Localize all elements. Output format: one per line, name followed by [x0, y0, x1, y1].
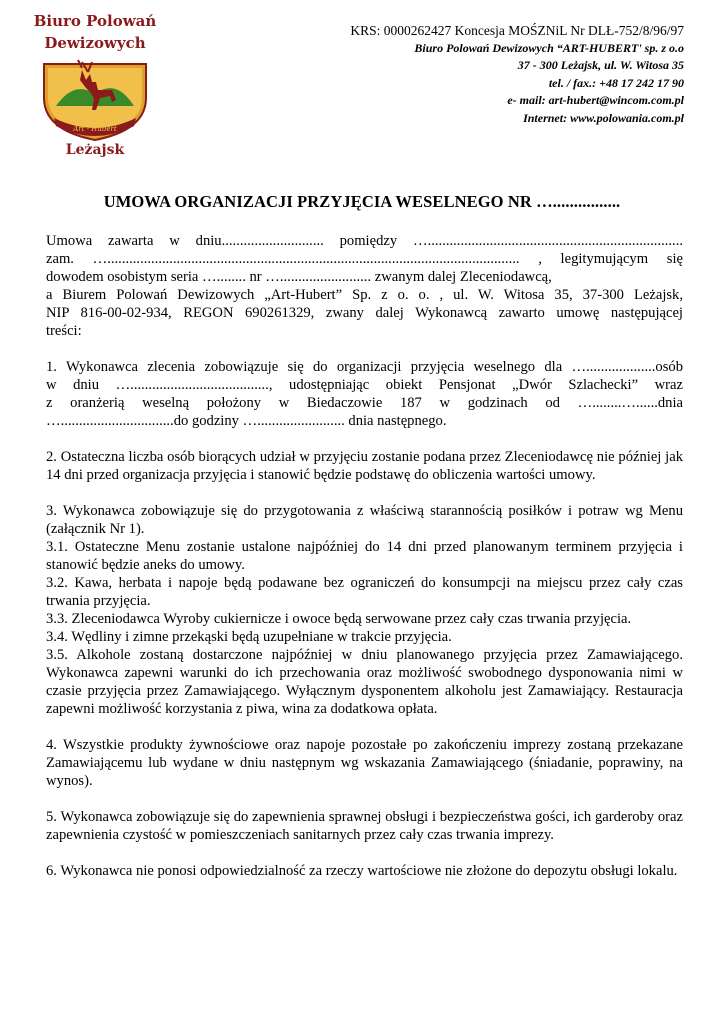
intro-line: zam. …................................................................................................................. , legitymującym się: [46, 251, 683, 267]
section-5: 5. Wykonawca zobowiązuje się do zapewnienia sprawnej obsługi i bezpieczeństwa gości, ich garderoby oraz zapewnienia czystość w pomieszczeniach sanitarnych przez cały czas trwania imprezy.: [46, 809, 683, 843]
section-1-line: …...............................do godziny …........................ dnia następnego.: [46, 413, 447, 429]
company-internet: Internet: www.polowania.com.pl: [523, 110, 684, 125]
company-email: e- mail: art-hubert@wincom.com.pl: [507, 93, 684, 107]
section-3-4: 3.4. Wędliny i zimne przekąski będą uzupełniane w trakcie przyjęcia.: [46, 629, 452, 645]
section-3: 3. Wykonawca zobowiązuje się do przygotowania z właściwą starannością posiłków i potraw wg Menu (załącznik Nr 1).: [46, 503, 683, 537]
intro-line: dowodem osobistym seria …........ nr …......................... zwanym dalej Zleceniodawcą,: [46, 269, 552, 285]
intro-line: treści:: [46, 323, 82, 339]
section-2: 2. Ostateczna liczba osób biorących udział w przyjęciu zostanie podana przez Zleceniodawcę nie później jak 14 dni przed organizacja przyjęcia i stanowić będzie podstawę do obliczenia wartości umowy.: [46, 449, 683, 483]
intro-line: NIP 816-00-02-934, REGON 690261329, zwany dalej Wykonawcą zawarto umowę następującej: [46, 305, 683, 321]
logo-top-text-1: Biuro Polowań: [34, 12, 156, 30]
intro-paragraph: [46, 232, 683, 340]
section-1-line: w dniu …......................................, udostępniając obiekt Pensjonat „Dwór Szlachecki” wraz: [46, 377, 683, 393]
company-logo: [34, 10, 156, 160]
intro-line: a Biurem Polowań Dewizowych „Art-Hubert” Sp. z o. o. , ul. W. Witosa 35, 37-300 Leżajsk,: [46, 287, 683, 303]
section-1: [46, 358, 683, 430]
section-6: 6. Wykonawca nie ponosi odpowiedzialność za rzeczy wartościowe nie złożone do depozytu obsługi lokalu.: [46, 863, 678, 879]
intro-line: Umowa zawarta w dniu............................ pomiędzy …......................................................................: [46, 233, 683, 249]
section-1-line: z oranżerią weselną położony w Biedaczowie 187 w godzinach od …........…......dnia: [46, 395, 683, 411]
document-title: UMOWA ORGANIZACJI PRZYJĘCIA WESELNEGO NR …................: [103, 192, 621, 211]
section-4: 4. Wszystkie produkty żywnościowe oraz napoje pozostałe po zakończeniu imprezy zostaną przekazane Zamawiającemu lub wydane w dniu następnym wg wskazania Zamawiającego (śniadanie, poprawiny, na wynos).: [46, 737, 683, 789]
company-info: [350, 22, 684, 127]
company-phone: tel. / fax.: +48 17 242 17 90: [548, 75, 684, 90]
logo-bottom-text: Leżajsk: [65, 142, 125, 158]
logo-emblem-icon: [34, 10, 156, 160]
krs-line: KRS: 0000262427 Koncesja MOŚZNiL Nr DLŁ-752/8/96/97: [350, 23, 684, 38]
logo-top-text-2: Dewizowych: [44, 34, 146, 52]
logo-ribbon-text: Art - Hubert: [73, 125, 117, 133]
company-address: 37 - 300 Leżajsk, ul. W. Witosa 35: [517, 58, 684, 72]
section-3-1: 3.1. Ostateczne Menu zostanie ustalone najpóźniej do 14 dni przed planowanym terminem przyjęcia i stanowić będzie aneks do umowy.: [46, 539, 683, 573]
company-name: Biuro Polowań Dewizowych “ART-HUBERT' sp. z o.o: [414, 40, 684, 55]
section-1-line: 1. Wykonawca zlecenia zobowiązuje się do organizacji przyjęcia weselnego dla …...................osób: [46, 359, 683, 375]
section-3-3: 3.3. Zleceniodawca Wyroby cukiernicze i owoce będą serwowane przez cały czas trwania przyjęcia.: [46, 611, 632, 627]
section-3-5: 3.5. Alkohole zostaną dostarczone najpóźniej w dniu planowanego przyjęcia przez Zamawiającego. Wykonawca zapewni warunki do ich przechowania oraz możliwość swobodnego dysponowania nimi w czasie przyjęcia przez Zamawiającego. Wyłącznym dysponentem alkoholu jest Zamawiający. Restauracja zapewni możliwość korzystania z piwa, wina za dodatkowa opłata.: [46, 647, 683, 717]
contract-body: [46, 232, 683, 880]
section-3-2: 3.2. Kawa, herbata i napoje będą podawane bez ograniczeń do konsumpcji na miejscu przez cały czas trwania przyjęcia.: [46, 575, 683, 609]
